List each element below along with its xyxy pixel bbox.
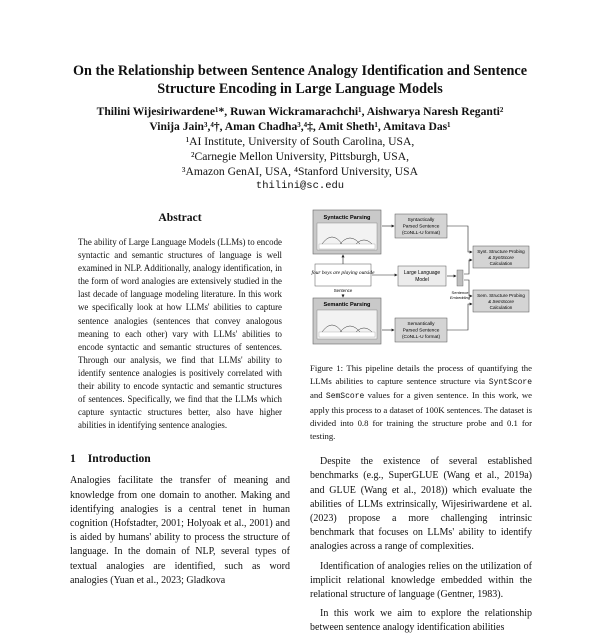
token-row-semantic [319, 332, 375, 337]
sem-probe-line-2: & SemScore [488, 299, 514, 304]
body-paragraph-2: Identification of analogies relies on the utilization of implicit relational knowledge embedded within the relational structure of language (Gentner, 1983). [310, 560, 532, 601]
authors-line-2: Vinija Jain³,⁴†, Aman Chadha³,⁴‡, Amit Sheth¹, Amitava Das¹ [149, 120, 451, 133]
caption-semscore: SemScore [325, 392, 365, 402]
body-paragraph-1: Despite the existence of several established benchmarks (e.g., SuperGLUE (Wang et al., 2019a) and GLUE (Wang et al., 2018)) which evaluate the abilities of LLMs extrinsically, Wijesiriwardene et al. (2023) propose a more challenging intrinsic benchmark that focuses on LLMs' ability to identify analogies across a range of complexities. [310, 456, 532, 553]
affiliation-1: ¹AI Institute, University of South Carolina, USA, [185, 135, 415, 148]
caption-text-1: This pipeline details the process of quantifying the LLMs abilities to capture sentence structure via [310, 363, 532, 387]
left-column [70, 208, 290, 588]
abstract-text: The ability of Large Language Models (LLMs) to encode syntactic and semantic structures of language is well examined in NLP. Additionally, analogy identification, in the form of word analogies are extensively studied in the last decade of language modeling literature. In this work we specifically look at how LLMs' abilities to capture sentence analogies (sentences that convey analogous meaning to each other) vary with LLMs' abilities to encode syntactic and semantic structures of sentences. Through our analysis, we find that LLMs' ability to identify sentence analogies is positively correlated with their ability to encode syntactic and semantic structures of sentences. Specifically, we find that the LLMs which capture syntactic structures better, also have higher abilities in identifying sentence analogies. [78, 237, 282, 431]
sem-parsed-line-1: Semantically [407, 322, 435, 327]
syn-parsed-line-3: (CoNLL-U format) [401, 231, 441, 236]
sem-parsed-line-2: Parsed Sentence [402, 328, 440, 334]
caption-text-3: values for a given sentence. In this work, we apply this process to a dataset of 100K sentences. The dataset is divided into 0.8 for training the structure probe and 0.1 for testing. [310, 390, 532, 442]
syntactic-parsing-label: Syntactic Parsing [323, 215, 371, 221]
syn-probe-line-3: Calculation [489, 261, 513, 266]
embedding-line-1: Sentence [451, 290, 469, 295]
semantic-parsing-label: Semantic Parsing [323, 302, 371, 308]
section-heading-introduction [70, 452, 290, 465]
sem-probe-line-1: Sem. Structure Probing [477, 293, 525, 298]
token-row-syntactic [319, 244, 375, 249]
author-email[interactable]: thilini@sc.edu [255, 180, 345, 192]
embedding-line-2: Embedding [449, 295, 471, 300]
right-column [310, 208, 532, 641]
sentence-text: four boys are playing outside [311, 270, 375, 276]
syn-parsed-line-1: Syntactically [407, 218, 435, 223]
title-line-2: Structure Encoding in Large Language Models [157, 81, 443, 97]
llm-line-1: Large Language [403, 270, 441, 276]
figure-caption [310, 362, 532, 443]
sem-probe-line-3: Calculation [489, 305, 513, 310]
sentence-caption-label: Sentence [333, 288, 353, 293]
section-title: Introduction [87, 452, 151, 466]
affiliation-3: ³Amazon GenAI, USA, ⁴Stanford University, USA [181, 165, 419, 178]
embedding-vector [457, 270, 463, 286]
authors-line-1: Thilini Wijesiriwardene¹*, Ruwan Wickramarachchi¹, Aishwarya Naresh Reganti² [96, 105, 504, 118]
pipeline-figure [310, 208, 532, 358]
affiliation-2: ²Carnegie Mellon University, Pittsburgh, USA, [191, 150, 409, 163]
syn-parsed-line-2: Parsed Sentence [402, 224, 440, 230]
introduction-text: Analogies facilitate the transfer of meaning and knowledge from one domain to another. Making and identifying analogies is a central tenet in human cognition (Hofstadter, 2001; Holyoak et al., 2001) and is aided by humans' ability to process the structure of language. In the domain of NLP, several types of textual analogies are identified, such as word analogies (Yuan et al., 2023; Gladkova [70, 475, 290, 586]
syn-probe-line-1: Synt. Structure Probing [477, 249, 525, 254]
syn-probe-line-2: & SyntScore [488, 255, 514, 260]
pipeline-diagram [310, 208, 532, 358]
title-line-1: On the Relationship between Sentence Analogy Identification and Sentence [72, 63, 527, 79]
caption-text-2: and [310, 390, 326, 401]
author-block [40, 104, 560, 194]
section-number: 1 [70, 452, 76, 466]
caption-label: Figure 1: [310, 363, 343, 373]
abstract-heading: Abstract [158, 211, 202, 224]
sem-parsed-line-3: (CoNLL-U format) [401, 335, 441, 340]
paper-title [40, 62, 560, 98]
llm-box [398, 266, 446, 286]
caption-syntscore: SyntScore [488, 378, 532, 388]
body-paragraph-3: In this work we aim to explore the relationship between sentence analogy identification abilities [310, 608, 532, 634]
llm-line-2: Model [415, 277, 429, 283]
